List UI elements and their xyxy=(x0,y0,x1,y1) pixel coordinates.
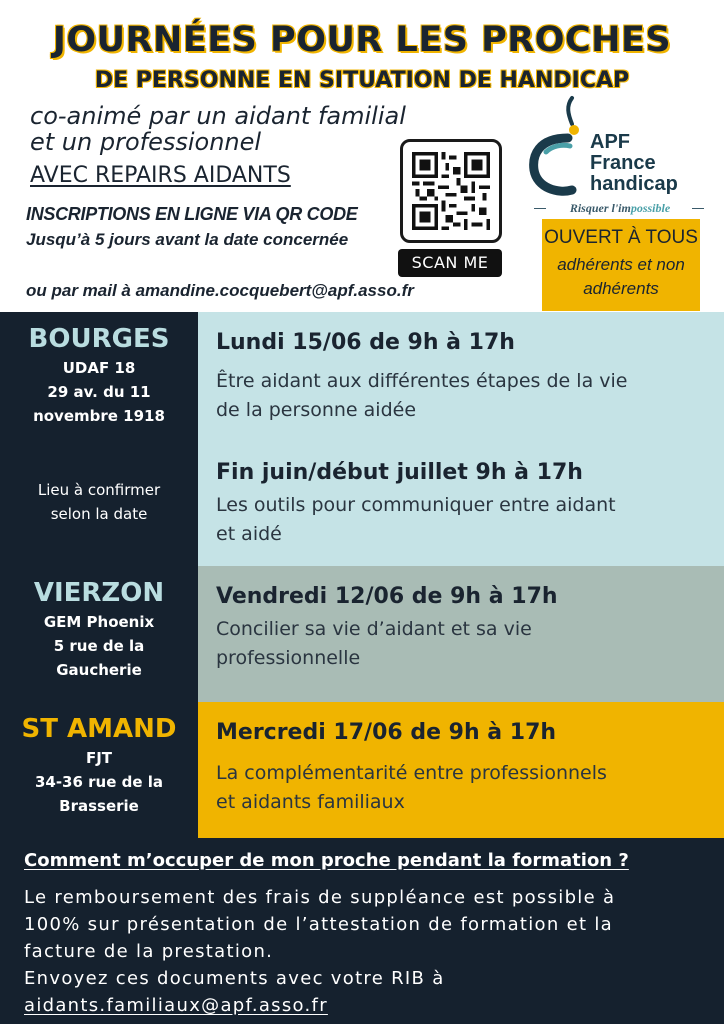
session-date: Lundi 15/06 de 9h à 17h xyxy=(216,330,515,355)
header xyxy=(0,0,724,312)
logo-line-1: APF xyxy=(590,131,630,153)
qr-code-block[interactable] xyxy=(400,139,502,279)
location-info xyxy=(0,566,198,702)
coanime-line-2: et un professionnel xyxy=(30,128,262,156)
venue-address xyxy=(0,746,198,818)
address-line: Brasserie xyxy=(59,797,139,815)
address-line: FJT xyxy=(85,749,113,767)
city-name: BOURGES xyxy=(28,324,170,354)
location-vierzon xyxy=(0,566,724,702)
qr-code-icon[interactable] xyxy=(412,151,490,231)
session xyxy=(216,460,716,549)
footer-question: Comment m’occuper de mon proche pendant la formation ? xyxy=(24,850,629,871)
logo-tagline xyxy=(540,201,700,216)
session-date: Vendredi 12/06 de 9h à 17h xyxy=(216,584,558,609)
location-info xyxy=(0,312,198,566)
location-bourges xyxy=(0,312,724,566)
session-description xyxy=(216,367,716,425)
sessions-panel xyxy=(198,566,724,702)
ouvert-subtitle xyxy=(542,253,700,301)
sessions-panel xyxy=(198,312,724,566)
ouvert-a-tous-badge xyxy=(542,219,700,311)
session-date: Fin juin/début juillet 9h à 17h xyxy=(216,460,583,485)
contact-mail[interactable]: ou par mail à amandine.cocquebert@apf.asso.fr xyxy=(26,281,414,300)
session xyxy=(216,584,716,673)
logo-line-3: handicap xyxy=(590,173,678,195)
inscriptions-label: INSCRIPTIONS EN LIGNE VIA QR CODE xyxy=(26,204,358,224)
deadline-label: Jusqu’à 5 jours avant la date concernée xyxy=(26,230,349,249)
tagline-part-2: possible xyxy=(630,201,671,215)
session xyxy=(216,720,716,817)
venue-note-line: Lieu à confirmer xyxy=(37,481,161,499)
description-line: de la personne aidée xyxy=(216,399,417,421)
address-line: 29 av. du 11 xyxy=(47,383,151,401)
logo-line-2: France xyxy=(590,152,656,174)
page-subtitle: DE PERSONNE EN SITUATION DE HANDICAP xyxy=(94,68,630,93)
description-line: La complémentarité entre professionnels xyxy=(216,762,607,784)
description-line: et aidants familiaux xyxy=(216,791,405,813)
description-line: Concilier sa vie d’aidant et sa vie xyxy=(216,618,532,640)
venue-note xyxy=(0,478,198,526)
description-line: Les outils pour communiquer entre aidant xyxy=(216,494,616,516)
footer xyxy=(0,838,724,1024)
footer-line: 100% sur présentation de l’attestation de formation et la xyxy=(24,914,613,935)
description-line: Être aidant aux différentes étapes de la vie xyxy=(216,370,628,392)
ouvert-title: OUVERT À TOUS xyxy=(544,227,698,248)
footer-email-link[interactable]: aidants.familiaux@apf.asso.fr xyxy=(24,995,328,1016)
footer-line: Envoyez ces documents avec votre RIB à xyxy=(24,968,445,989)
session-description xyxy=(216,491,716,549)
venue-address xyxy=(0,610,198,682)
session-description xyxy=(216,615,716,673)
session xyxy=(216,330,716,425)
address-line: Gaucherie xyxy=(56,661,142,679)
address-line: UDAF 18 xyxy=(62,359,136,377)
sessions-panel xyxy=(198,702,724,838)
footer-line: facture de la prestation. xyxy=(24,941,274,962)
city-name: ST AMAND xyxy=(21,714,177,744)
qr-frame xyxy=(400,139,502,243)
venue-address xyxy=(0,356,198,428)
address-line: GEM Phoenix xyxy=(43,613,155,631)
tagline-part-1: Risquer l'im xyxy=(569,201,631,215)
location-info xyxy=(0,702,198,838)
location-st-amand xyxy=(0,702,724,838)
city-name: VIERZON xyxy=(33,578,165,608)
footer-body xyxy=(24,884,704,1019)
footer-line: Le remboursement des frais de suppléance est possible à xyxy=(24,887,616,908)
address-line: 5 rue de la xyxy=(53,637,145,655)
session-description xyxy=(216,759,716,817)
ouvert-sub-line-1: adhérents et non xyxy=(557,255,685,274)
coanime-line-1: co-animé par un aidant familial xyxy=(30,102,406,130)
ouvert-sub-line-2: adhérents xyxy=(583,279,659,298)
tagline-rule-right xyxy=(692,208,704,209)
apf-logo xyxy=(528,94,708,216)
address-line: 34-36 rue de la xyxy=(34,773,164,791)
logo-wordmark xyxy=(590,132,678,195)
schedule xyxy=(0,312,724,838)
address-line: novembre 1918 xyxy=(33,407,165,425)
page-title: JOURNÉES POUR LES PROCHES xyxy=(52,20,672,60)
description-line: et aidé xyxy=(216,523,282,545)
session-date: Mercredi 17/06 de 9h à 17h xyxy=(216,720,557,745)
repairs-aidants-label: AVEC REPAIRS AIDANTS xyxy=(30,163,291,188)
description-line: professionnelle xyxy=(216,647,361,669)
scan-me-button[interactable]: SCAN ME xyxy=(398,249,502,277)
venue-note-line: selon la date xyxy=(50,505,148,523)
